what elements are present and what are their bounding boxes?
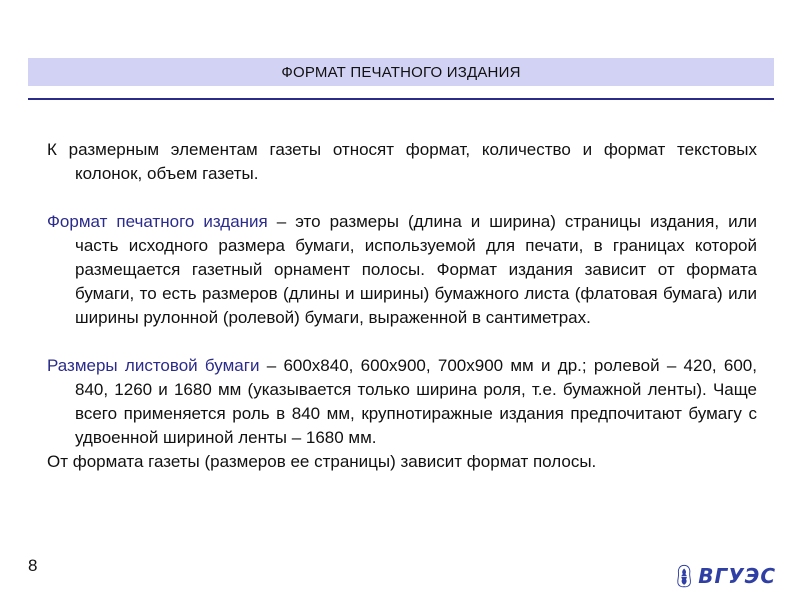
term-format: Формат печатного издания — [47, 212, 268, 231]
logo-text: ВГУЭС — [698, 564, 776, 588]
slide-title: ФОРМАТ ПЕЧАТНОГО ИЗДАНИЯ — [281, 63, 521, 81]
paragraph-text: – это размеры (длина и ширина) страницы издания, или часть исходного размера бумаги, используемой для печати, в границах которой размещается газетный орнамент полосы. Формат издания зависит от формата бумаги, то есть размеров (длины и ширины) бумажного листа (флатовая бумага) или ширины рулонной (ролевой) бумаги, выраженной в сантиметрах. — [75, 212, 757, 327]
slide-title-bar — [28, 58, 774, 86]
paragraph-text: – 600х840, 600х900, 700х900 мм и др.; ролевой – 420, 600, 840, 1260 и 1680 мм (указывается только ширина роля, т.е. бумажной ленты). Чаще всего применяется роль в 840 мм, крупнотиражные издания предпочитают бумагу с удвоенной шириной ленты – 1680 мм. — [75, 356, 757, 447]
slide-body — [47, 138, 757, 474]
paragraph-page-format — [47, 450, 757, 474]
paragraph-text: От формата газеты (размеров ее страницы) зависит формат полосы. — [47, 452, 597, 471]
page-number: 8 — [28, 556, 38, 575]
title-divider — [28, 98, 774, 100]
term-paper-sizes: Размеры листовой бумаги — [47, 356, 260, 375]
paragraph-text: К размерным элементам газеты относят формат, количество и формат текстовых колонок, объем газеты. — [47, 140, 757, 183]
logo-emblem-icon — [676, 557, 692, 595]
university-logo — [676, 555, 776, 597]
paragraph-size-elements — [47, 138, 757, 186]
paragraph-format-definition — [47, 210, 757, 330]
paragraph-paper-sizes — [47, 354, 757, 450]
